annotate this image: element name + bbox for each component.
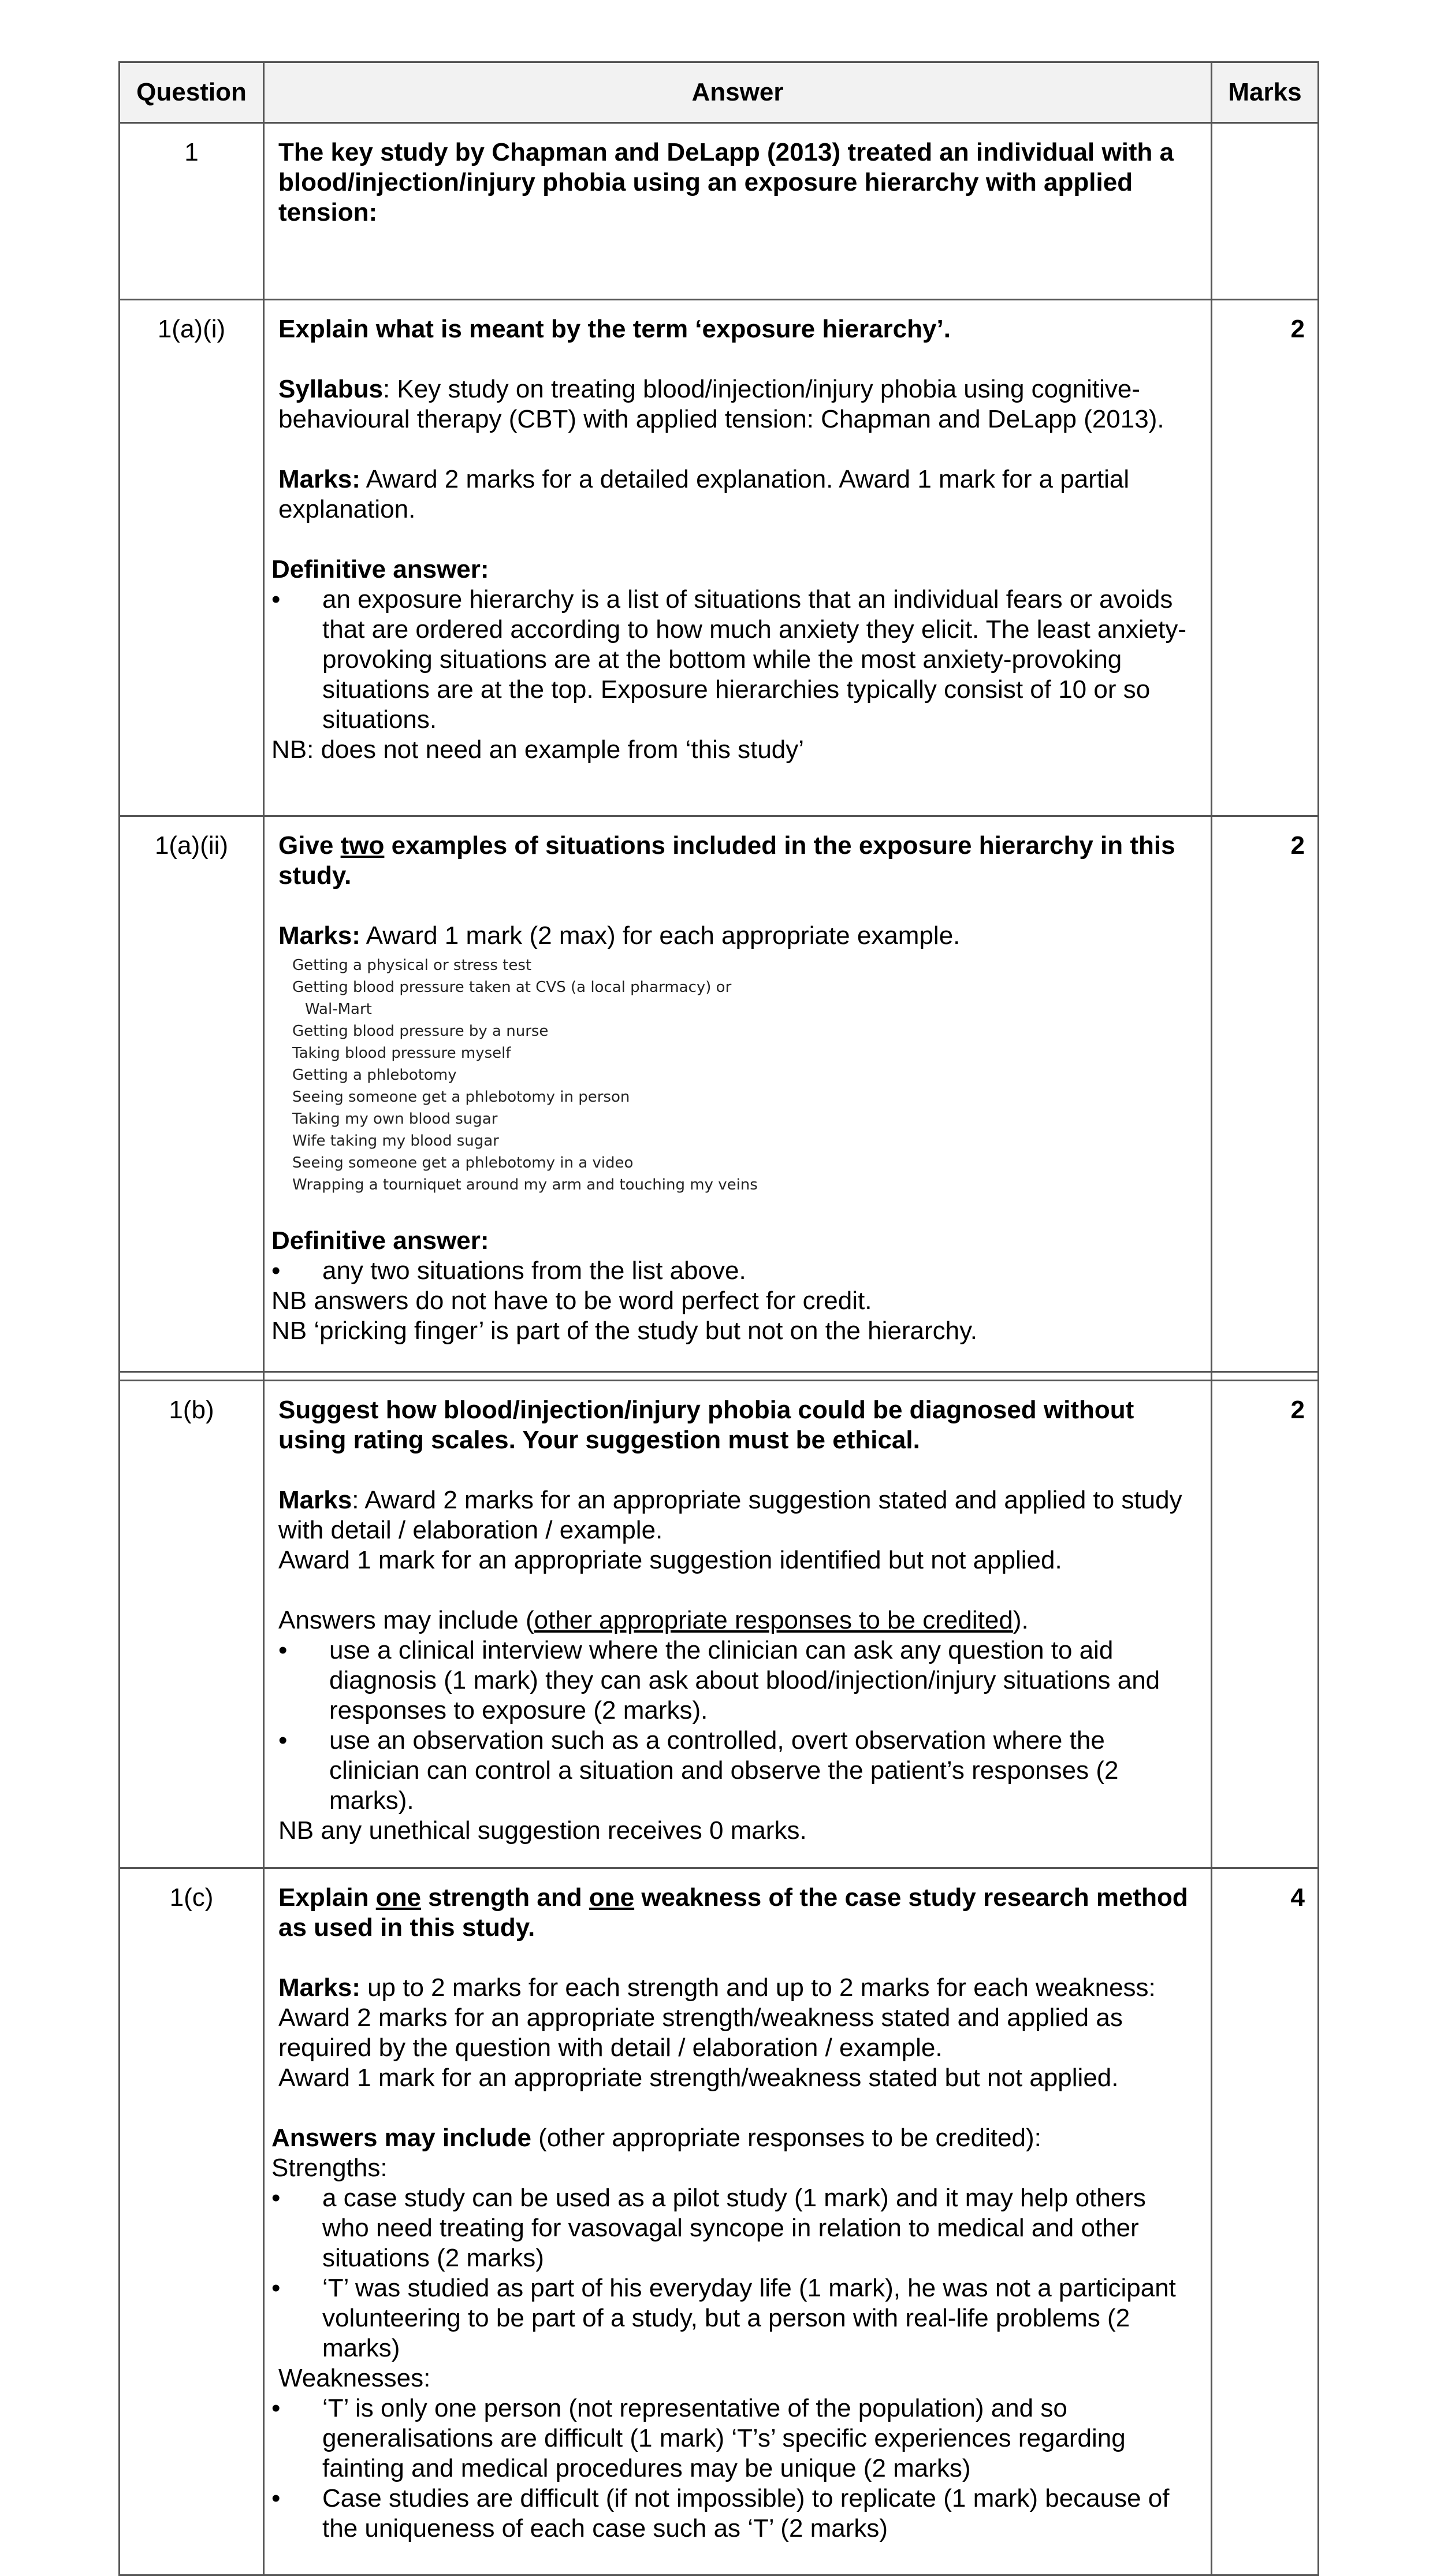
list-item: • ‘T’ was studied as part of his everyday life (1 mark), he was not a participant volunteering to be part of a study, but a person with real-life problems (2 marks) <box>271 2273 1198 2363</box>
question-number: 1(b) <box>120 1381 264 1868</box>
may-include-text: Answers may include (other appropriate responses to be credited): <box>271 2124 1041 2152</box>
question-text: Suggest how blood/injection/injury phobia could be diagnosed without using rating scales. Your suggestion must be ethical. <box>278 1396 1134 1454</box>
weaknesses-label: Weaknesses: <box>278 2364 431 2392</box>
hierarchy-item: Getting blood pressure taken at CVS (a local pharmacy) or <box>292 979 732 996</box>
hierarchy-item: Getting blood pressure by a nurse <box>292 1023 549 1040</box>
question-text: Explain one strength and one weakness of the case study research method as used in this study. <box>278 1883 1188 1942</box>
question-number: 1(a)(ii) <box>120 816 264 1372</box>
marks-value: 2 <box>1212 816 1319 1372</box>
hierarchy-item: Seeing someone get a phlebotomy in a video <box>292 1154 634 1172</box>
nb-note: NB: does not need an example from ‘this study’ <box>271 735 805 764</box>
list-item: • an exposure hierarchy is a list of situations that an individual fears or avoids that are ordered according to how much anxiety they elicit. The least anxiety-provoking situations are at the bottom while the most anxiety-provoking situations are at the top. Exposure hierarchies typically consist of 10 or so situations. <box>271 585 1198 735</box>
list-item: • a case study can be used as a pilot study (1 mark) and it may help others who need treating for vasovagal syncope in relation to medical and other situations (2 marks) <box>271 2183 1198 2273</box>
hierarchy-item: Wal-Mart <box>305 1001 372 1018</box>
may-include-text: Answers may include (other appropriate responses to be credited). <box>278 1606 1029 1634</box>
list-item: • ‘T’ is only one person (not representative of the population) and so generalisations are difficult (1 mark) ‘T’s’ specific experiences regarding fainting and medical procedures may be unique (2 marks) <box>271 2393 1198 2484</box>
question-number: 1 <box>120 123 264 300</box>
list-item: • Case studies are difficult (if not impossible) to replicate (1 mark) because of the uniqueness of each case such as ‘T’ (2 marks) <box>271 2484 1198 2544</box>
hierarchy-item: Getting a physical or stress test <box>292 957 532 974</box>
hierarchy-item: Wrapping a tourniquet around my arm and touching my veins <box>292 1176 758 1194</box>
answer-cell <box>264 123 1212 300</box>
definitive-answer-label: Definitive answer: <box>271 1226 489 1255</box>
marks-guidance: Award 2 marks for an appropriate strength/weakness stated and applied as required by the question with detail / elaboration / example. <box>278 2003 1123 2062</box>
hierarchy-item: Seeing someone get a phlebotomy in person <box>292 1088 630 1106</box>
question-number: 1(a)(i) <box>120 300 264 816</box>
table-row <box>120 1868 1319 2575</box>
hierarchy-item: Taking blood pressure myself <box>292 1044 511 1062</box>
hierarchy-item: Getting a phlebotomy <box>292 1066 457 1084</box>
table-row <box>120 1381 1319 1868</box>
marks-guidance: Marks: Award 1 mark (2 max) for each appropriate example. <box>278 921 961 950</box>
hierarchy-item: Taking my own blood sugar <box>292 1110 498 1128</box>
question-text: Give two examples of situations included in the exposure hierarchy in this study. <box>278 831 1175 890</box>
row-separator <box>120 1372 1319 1381</box>
exposure-hierarchy-list <box>278 954 1198 1196</box>
marks-value: 2 <box>1212 300 1319 816</box>
list-item: • use an observation such as a controlled, overt observation where the clinician can control a situation and observe the patient’s responses (2 marks). <box>278 1726 1198 1816</box>
marks-guidance: Award 1 mark for an appropriate strength/weakness stated but not applied. <box>278 2064 1119 2092</box>
question-text: Explain what is meant by the term ‘exposure hierarchy’. <box>278 315 951 343</box>
nb-note: NB any unethical suggestion receives 0 marks. <box>278 1816 807 1845</box>
answer-cell <box>264 816 1212 1372</box>
question-stem: The key study by Chapman and DeLapp (2013) treated an individual with a blood/injection/injury phobia using an exposure hierarchy with applied tension: <box>278 138 1174 226</box>
syllabus-text: Syllabus: Key study on treating blood/injection/injury phobia using cognitive-behavioural therapy (CBT) with applied tension: Chapman and DeLapp (2013). <box>278 375 1164 433</box>
list-item: • any two situations from the list above. <box>271 1256 1198 1286</box>
table-row <box>120 300 1319 816</box>
hierarchy-item: Wife taking my blood sugar <box>292 1132 499 1150</box>
answer-cell <box>264 300 1212 816</box>
nb-note: NB ‘pricking finger’ is part of the study but not on the hierarchy. <box>271 1317 978 1345</box>
answer-header: Answer <box>264 62 1212 123</box>
marks-guidance: Marks: Award 2 marks for a detailed explanation. Award 1 mark for a partial explanation. <box>278 465 1130 523</box>
marks-value: 2 <box>1212 1381 1319 1868</box>
list-item: • use a clinical interview where the clinician can ask any question to aid diagnosis (1 mark) they can ask about blood/injection/injury situations and responses to exposure (2 marks). <box>278 1635 1198 1726</box>
marks-guidance: Award 1 mark for an appropriate suggestion identified but not applied. <box>278 1546 1062 1574</box>
answer-cell <box>264 1868 1212 2575</box>
marks-guidance: Marks: Award 2 marks for an appropriate suggestion stated and applied to study with detail / elaboration / example. <box>278 1486 1182 1544</box>
marks-guidance: Marks: up to 2 marks for each strength and up to 2 marks for each weakness: <box>278 1973 1156 2002</box>
marks-value: 4 <box>1212 1868 1319 2575</box>
table-row <box>120 816 1319 1372</box>
question-number: 1(c) <box>120 1868 264 2575</box>
marks-header: Marks <box>1212 62 1319 123</box>
nb-note: NB answers do not have to be word perfect for credit. <box>271 1287 872 1315</box>
definitive-answer-label: Definitive answer: <box>271 555 489 583</box>
header-row <box>120 62 1319 123</box>
strengths-label: Strengths: <box>271 2154 388 2182</box>
marks-cell <box>1212 123 1319 300</box>
mark-scheme-table <box>118 61 1319 2576</box>
answer-cell <box>264 1381 1212 1868</box>
table-row <box>120 123 1319 300</box>
question-header: Question <box>120 62 264 123</box>
